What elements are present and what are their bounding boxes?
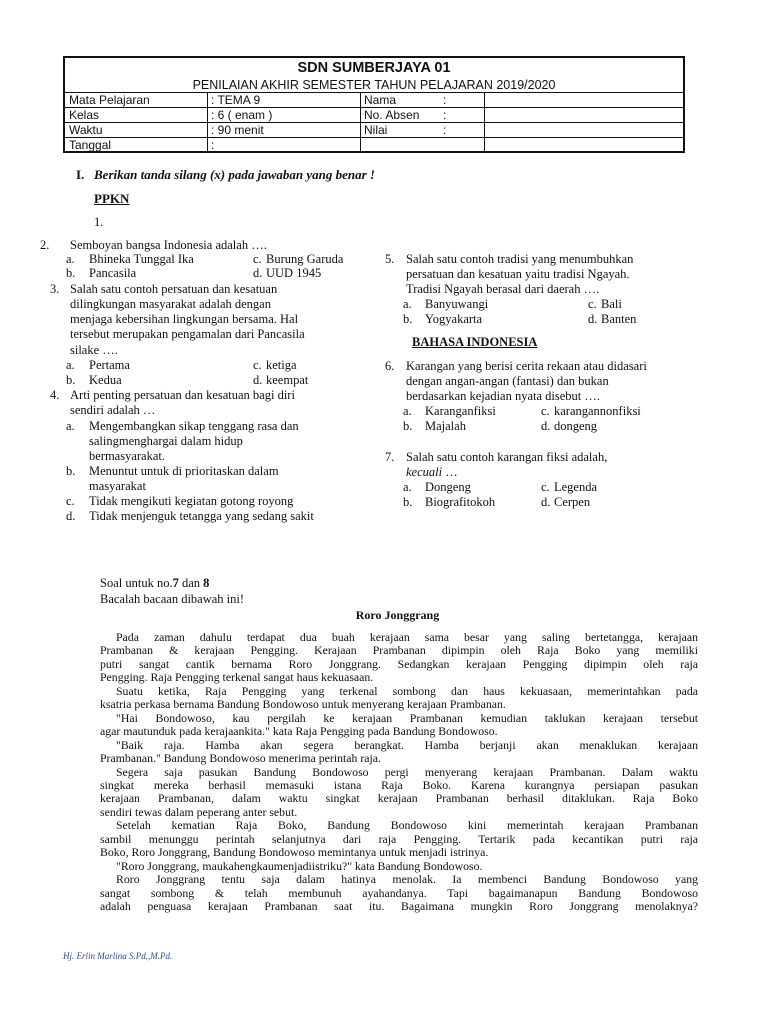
passage-line: Boko, Roro Jonggrang, Bandung Bondowoso memintanya untuk menjadi istrinya.	[100, 845, 489, 860]
reading-title: Roro Jonggrang	[355, 608, 440, 622]
passage-line: putri sangat cantik bernama Roro Jonggrang. Sedangkan kerajaan Pengging dipimpin oleh raja	[100, 657, 698, 671]
passage-line: sambil menunggu perintah selanjutnya dari raja Pengging. Tertarik pada kecantikan putri raja	[100, 832, 698, 846]
q4-option-letter: b.	[66, 464, 76, 478]
passage-line: ksatria perkasa bernama Bandung Bondowoso untuk menyerang kerajaan Prambanan.	[100, 697, 506, 712]
label-absen: No. Absen	[364, 108, 420, 122]
question-6-line: Karangan yang berisi cerita rekaan atau didasari	[406, 359, 647, 373]
passage-line: Roro Jonggrang tentu saja dalam hatinya menolak. Ia membenci Bandung Bondowoso yang	[116, 873, 698, 887]
q6-option-letter: c.	[541, 404, 550, 418]
q3-option-d[interactable]: keempat	[266, 373, 309, 387]
question-7-ellipsis: …	[442, 465, 458, 479]
passage-line: sangat sombong & telah membunuh ayahandanya. Tapi bagaimanapun Bandung Bondowoso	[100, 886, 698, 900]
q4-option-a-line: bermasyarakat.	[89, 449, 166, 463]
question-7-number: 7.	[385, 450, 395, 464]
label-date: Tanggal	[69, 138, 112, 152]
q2-option-b[interactable]: Pancasila	[89, 266, 137, 280]
q7-option-b[interactable]: Biografitokoh	[425, 495, 496, 509]
q4-option-b[interactable]: Menuntut untuk di prioritaskan dalam	[89, 464, 279, 478]
question-3-line: menjaga kebersihan lingkungan bersama. Hal	[70, 312, 299, 326]
passage-line: kerajaan Prambanan, dalam waktu singkat kerajaan Prambanan berhasil ditaklukan. Raja Boko	[100, 792, 698, 806]
question-5-line: Salah satu contoh tradisi yang menumbuhkan	[406, 252, 634, 266]
question-7-kecuali: kecuali	[406, 465, 443, 479]
question-3-number: 3.	[50, 282, 60, 296]
passage-line: Pengging. Raja Pengging terkenal sangat haus kekuasaan.	[100, 670, 374, 685]
q6-option-a[interactable]: Karanganfiksi	[425, 404, 496, 418]
q3-option-b[interactable]: Kedua	[89, 373, 122, 387]
section-instruction: Berikan tanda silang (x) pada jawaban yang benar !	[94, 167, 375, 182]
q4-option-a-line: salingmenghargai dalam hidup	[89, 434, 243, 448]
q6-option-letter: b.	[403, 419, 413, 433]
q6-option-c[interactable]: karangannonfiksi	[554, 404, 641, 418]
label-subject: Mata Pelajaran	[69, 93, 150, 107]
q3-option-letter: d.	[253, 373, 263, 387]
reading-intro-n7: 7	[172, 576, 179, 590]
q7-option-d[interactable]: Cerpen	[554, 495, 591, 509]
colon-absen: :	[443, 108, 447, 122]
q4-option-letter: c.	[66, 494, 75, 508]
passage-line: "Roro Jonggrang, maukahengkaumenjadiistriku?" kata Bandung Bondowoso.	[116, 858, 483, 873]
question-5-line: Tradisi Ngayah berasal dari daerah ….	[406, 282, 600, 296]
exam-header-table	[63, 56, 685, 153]
passage-line: adalah penguasa kerajaan Prambanan saat itu. Bagaimana mungkin Roro Jonggrang menolaknya?	[100, 900, 698, 913]
reading-intro	[100, 576, 209, 591]
q4-option-letter: d.	[66, 509, 76, 523]
question-5-number: 5.	[385, 252, 395, 266]
q2-option-a[interactable]: Bhineka Tunggal Ika	[89, 252, 194, 266]
q5-option-c[interactable]: Bali	[601, 297, 622, 311]
q7-option-letter: c.	[541, 480, 550, 494]
q5-option-b[interactable]: Yogyakarta	[425, 312, 483, 326]
q6-option-letter: a.	[403, 404, 412, 418]
school-name: SDN SUMBERJAYA 01	[297, 60, 451, 76]
q5-option-a[interactable]: Banyuwangi	[425, 297, 489, 311]
q7-option-letter: b.	[403, 495, 413, 509]
value-time: : 90 menit	[211, 123, 264, 137]
question-1-number: 1.	[94, 215, 104, 229]
reading-intro-prefix: Soal untuk no.	[100, 576, 173, 590]
reading-instruction: Bacalah bacaan dibawah ini!	[100, 592, 245, 606]
passage-line: sendiri tewas dalam peperang anter sebut.	[100, 804, 298, 819]
q3-option-a[interactable]: Pertama	[89, 358, 130, 372]
q2-option-letter: a.	[66, 252, 75, 266]
value-date: :	[211, 138, 215, 152]
q2-option-letter: d.	[253, 266, 263, 280]
q2-option-letter: b.	[66, 266, 76, 280]
question-6-line: berdasarkan kejadian nyata disebut ….	[406, 389, 601, 403]
question-3-line: Salah satu contoh persatuan dan kesatuan	[70, 282, 278, 296]
q5-option-letter: a.	[403, 297, 412, 311]
q7-option-letter: d.	[541, 495, 551, 509]
question-7-line2	[406, 465, 458, 480]
q7-option-letter: a.	[403, 480, 412, 494]
q4-option-c[interactable]: Tidak mengikuti kegiatan gotong royong	[89, 494, 294, 508]
q2-option-c[interactable]: Burung Garuda	[266, 252, 344, 266]
reading-intro-n8: 8	[203, 576, 210, 590]
question-5-line: persatuan dan kesatuan yaitu tradisi Ngayah.	[406, 267, 630, 281]
label-class: Kelas	[69, 108, 100, 122]
passage-line: Prambanan & kerajaan Pengging. Kerajaan Prambanan dipimpin oleh Raja Boko yang memiliki	[100, 644, 698, 658]
q4-option-a[interactable]: Mengembangkan sikap tenggang rasa dan	[89, 419, 299, 433]
q6-option-d[interactable]: dongeng	[554, 419, 598, 433]
value-subject: : TEMA 9	[211, 93, 261, 107]
q4-option-d[interactable]: Tidak menjenguk tetangga yang sedang sakit	[89, 509, 314, 523]
q6-option-b[interactable]: Majalah	[425, 419, 466, 433]
question-7-line: Salah satu contoh karangan fiksi adalah,	[406, 450, 608, 464]
subject-ppkn: PPKN	[94, 191, 130, 206]
q4-option-letter: a.	[66, 419, 75, 433]
question-3-line: silake ….	[70, 343, 118, 357]
question-2-text: Semboyan bangsa Indonesia adalah ….	[70, 238, 267, 252]
question-6-number: 6.	[385, 359, 395, 373]
q4-option-b-line: masyarakat	[89, 479, 146, 493]
passage-line: Pada zaman dahulu terdapat dua buah kerajaan sama besar yang saling bertetangga, kerajaan	[116, 631, 698, 644]
colon-score: :	[443, 123, 447, 137]
q5-option-letter: d.	[588, 312, 598, 326]
colon-name: :	[443, 93, 447, 107]
teacher-signature: Hj. Erlin Marlina S.Pd.,M.Pd.	[63, 951, 173, 961]
q5-option-d[interactable]: Banten	[601, 312, 637, 326]
question-6-line: dengan angan-angan (fantasi) dan bukan	[406, 374, 609, 388]
q2-option-letter: c.	[253, 252, 262, 266]
subject-bahasa-indonesia: BAHASA INDONESIA	[412, 335, 538, 349]
passage-line: "Hai Bondowoso, kau pergilah ke kerajaan Prambanan kemudian taklukan kerajaan tersebut	[116, 711, 698, 725]
passage-line: "Baik raja. Hamba akan segera berangkat. Hamba berjanji akan menaklukan kerajaan	[116, 738, 698, 752]
q3-option-letter: b.	[66, 373, 76, 387]
question-3-line: tersebut merupakan pengamalan dari Pancasila	[70, 327, 305, 341]
question-4-line: Arti penting persatuan dan kesatuan bagi diri	[70, 388, 295, 402]
value-class: : 6 ( enam )	[211, 108, 273, 122]
q7-option-c[interactable]: Legenda	[554, 480, 598, 494]
passage-line: Segera saja pasukan Bandung Bondowoso pergi menyerang kerajaan Prambanan. Dalam waktu	[116, 765, 698, 779]
q3-option-letter: c.	[253, 358, 262, 372]
q5-option-letter: b.	[403, 312, 413, 326]
q6-option-letter: d.	[541, 419, 551, 433]
passage-line: Prambanan." Bandung Bondowoso menerima perintah raja.	[100, 751, 381, 766]
passage-line: singkat mereka berhasil memasuki istana Raja Boko. Karena kurangnya persiapan pasukan	[100, 778, 698, 792]
label-score: Nilai	[364, 123, 388, 137]
q7-option-a[interactable]: Dongeng	[425, 480, 471, 494]
question-4-line: sendiri adalah …	[70, 403, 156, 417]
question-2-number: 2.	[40, 238, 50, 252]
label-name: Nama	[364, 93, 397, 107]
q2-option-d[interactable]: UUD 1945	[266, 266, 322, 280]
q3-option-letter: a.	[66, 358, 75, 372]
exam-title: PENILAIAN AKHIR SEMESTER TAHUN PELAJARAN 2019/2020	[192, 78, 556, 92]
passage-line: agar mautunduk pada kerajaankita." kata Raja Pengging pada Bandung Bondowoso.	[100, 724, 498, 739]
reading-intro-dan: dan	[178, 576, 204, 590]
q5-option-letter: c.	[588, 297, 597, 311]
passage-line: Setelah kematian Raja Boko, Bandung Bondowoso kini memerintah kerajaan Prambanan	[116, 819, 698, 833]
question-3-line: dilingkungan masyarakat adalah dengan	[70, 297, 271, 311]
question-4-number: 4.	[50, 388, 60, 402]
passage-line: Suatu ketika, Raja Pengging yang terkenal sombong dan haus kekuasaan, memerintahkan pada	[116, 684, 698, 698]
q3-option-c[interactable]: ketiga	[266, 358, 297, 372]
section-number: I.	[76, 167, 85, 182]
label-time: Waktu	[69, 123, 103, 137]
